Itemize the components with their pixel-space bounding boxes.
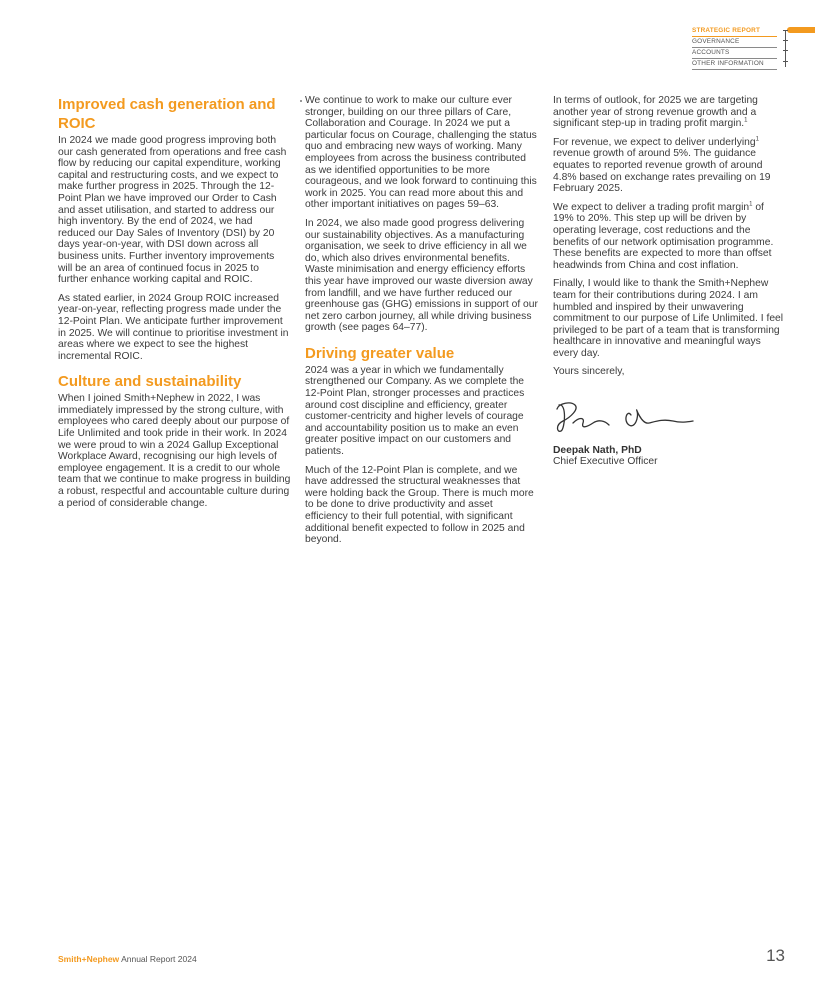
footer [58, 954, 197, 964]
footnote-ref: 1 [755, 136, 759, 143]
column-1 [58, 95, 291, 516]
paragraph: 2024 was a year in which we fundamentally strengthened our Company. As we complete the 12-Point Plan, stronger processes and practices around cost discipline and efficiency, greater customer-centricity and higher levels of courage and accountability position us to make an even greater positive impact on our customers and patients. [305, 364, 525, 458]
paragraph-revenue: For revenue, we expect to deliver underlying$^1$ revenue growth of around 5%. The guidance equates to reported revenue growth of around 4.8% based on exchange rates prevailing on 19 February 2025. [553, 136, 771, 195]
nav-item-accounts[interactable]: ACCOUNTS [692, 48, 777, 59]
paragraph: Much of the 12-Point Plan is complete, and we have addressed the structural weaknesses that were holding back the Group. There is much more to be done to drive productivity and asset efficiency to their full potential, with significant additional benefit expected to follow in 2025 and beyond. [305, 464, 534, 546]
column-2 [305, 95, 538, 553]
nav-tick [783, 50, 788, 51]
section-nav [692, 26, 816, 70]
brand-name: Smith+Nephew [58, 954, 120, 964]
paragraph: In 2024 we made good progress improving both our cash generated from operations and free cash flow by reducing our capital expenditure, working capital and restructuring costs, and we expect to make further progress in 2025. Through the 12-Point Plan we have improved our Order to Cash and asset utilisation, and started to address our high inventory. By the end of 2024, we had reduced our Day Sales of Inventory (DSI) by 20 days year-on-year, with DSI down across all business units. Further inventory improvements will be an area of continued focus in 2025 to further enhance working capital and ROIC. [58, 135, 287, 286]
paragraph-margin: We expect to deliver a trading profit margin$^1$ of 19% to 20%. This step up will be driven by operating leverage, cost reductions and the benefits of our network optimisation programme. These benefits are expected to more than offset headwinds from China and cost inflation. [553, 201, 774, 271]
nav-tick [783, 61, 788, 62]
signer-title: Chief Executive Officer [553, 456, 658, 468]
nav-item-governance[interactable]: GOVERNANCE [692, 37, 777, 48]
footnote-ref: 1 [749, 201, 753, 208]
page-number: 13 [766, 946, 785, 965]
nav-active-marker [787, 27, 815, 33]
nav-tick [783, 30, 788, 31]
heading-culture: Culture and sustainability [58, 373, 242, 391]
paragraph-outlook: In terms of outlook, for 2025 we are targeting another year of strong revenue growth and a significant step-up in trading profit margin.$^1$ [553, 95, 758, 130]
paragraph-thanks: Finally, I would like to thank the Smith+Nephew team for their contributions during 2024. I am humbled and inspired by their unwavering commitment to our purpose of Life Unlimited. I feel privileged to be part of a team that is transforming healthcare in innovative and meaningful ways every day. [553, 278, 784, 359]
paragraph: In 2024, we also made good progress delivering our sustainability objectives. As a manufacturing organisation, we seek to drive efficiency in all we do, which also drives environmental benefits. Waste minimisation and energy efficiency efforts this year have improved our waste diversion away from landfill, and we have further reduced our greenhouse gas (GHG) emissions in support of our net zero carbon journey, all while driving business growth (see pages 64–77). [305, 217, 538, 334]
signer-name: Deepak Nath, PhD [553, 444, 642, 456]
nav-item-strategic-report[interactable]: STRATEGIC REPORT [692, 26, 777, 37]
nav-tick [783, 40, 788, 41]
paragraph: We continue to work to make our culture ever stronger, building on our three pillars of Care, Collaboration and Courage. In 2024 we put a particular focus on Courage, challenging the status quo and embracing new ways of working. Many employees from across the business contributed as we identified opportunities to be more courageous, and we look forward to continuing this work in 2025. You can read more about this and other important initiatives on pages 59–63. [305, 95, 537, 211]
bullet-dot [300, 100, 302, 102]
heading-driving-value: Driving greater value [305, 344, 455, 362]
footnote-ref: 1 [744, 117, 748, 124]
report-title: Annual Report 2024 [119, 954, 197, 964]
paragraph: As stated earlier, in 2024 Group ROIC increased year-on-year, reflecting progress made under the 12-Point Plan. We anticipate further improvement in 2025. We will continue to prioritise investment in areas where we expect to see the highest incremental ROIC. [58, 292, 289, 362]
closing: Yours sincerely, [553, 366, 625, 378]
heading-cash-generation: Improved cash generation and ROIC [58, 96, 276, 132]
paragraph: When I joined Smith+Nephew in 2022, I was immediately impressed by the strong culture, with employees who cared deeply about our purpose of Life Unlimited and took pride in their work. In 2024 we were proud to win a 2024 Gallup Exceptional Workplace Award, recognising our high levels of employee engagement. It is a credit to our whole team that we continue to make progress in building a robust, respectful and accountable culture during a period of considerable change. [58, 393, 291, 509]
nav-item-other-information[interactable]: OTHER INFORMATION [692, 59, 777, 70]
signature [553, 395, 703, 437]
column-3 [553, 95, 786, 468]
